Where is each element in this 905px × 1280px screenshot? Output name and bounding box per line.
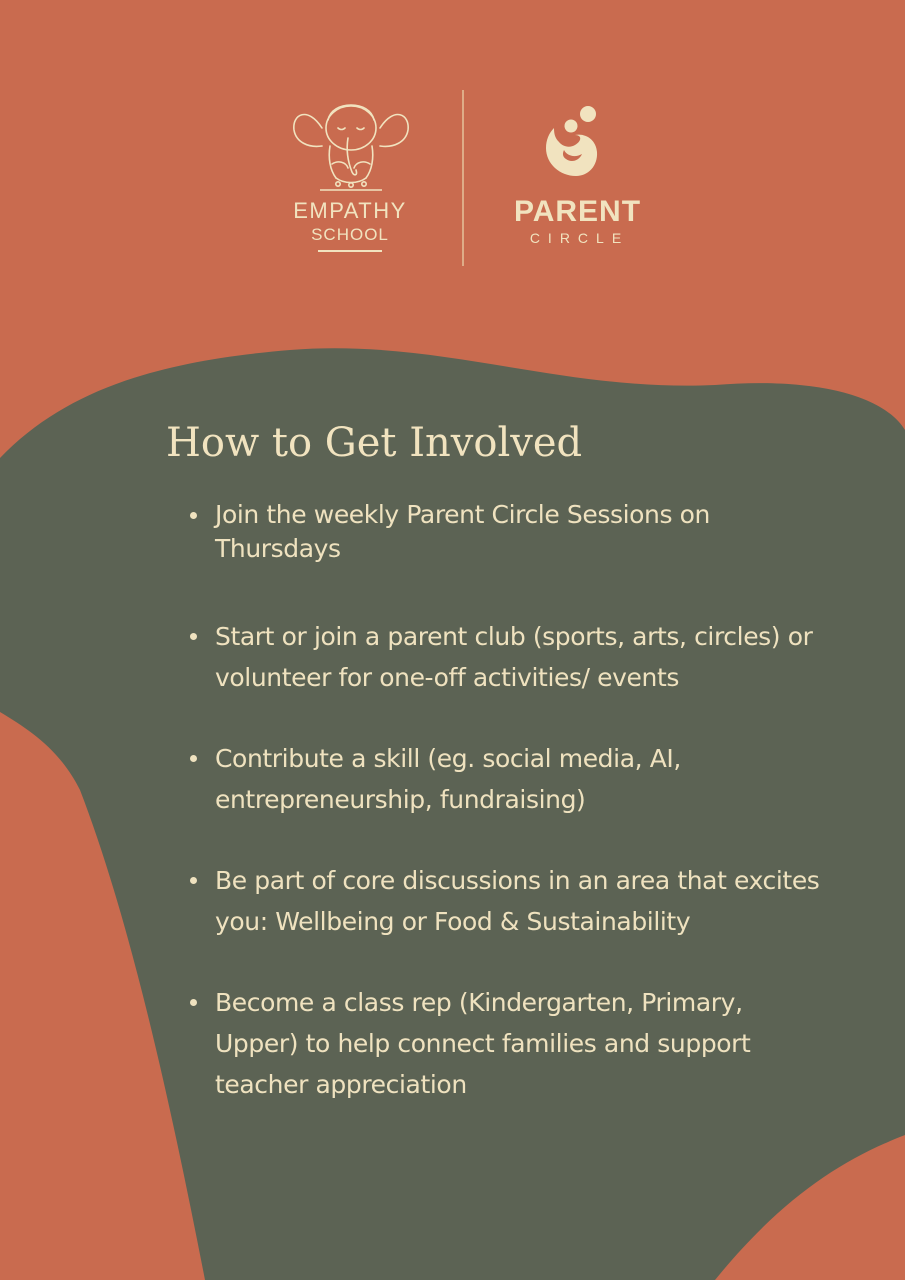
involvement-list [190,498,830,1145]
bullet-dot [190,999,197,1006]
list-item-text: Join the weekly Parent Circle Sessions on Thursdays [215,500,710,563]
list-item [190,738,830,820]
list-item-text: Start or join a parent club (sports, arts, circles) or volunteer for one-off activities/ events [215,622,813,692]
list-item [190,982,830,1105]
bullet-dot [190,633,197,640]
empathy-school-underline [318,250,382,252]
list-item [190,498,830,566]
logo-divider [462,90,464,266]
bullet-dot [190,512,197,519]
list-item-text: Contribute a skill (eg. social media, AI, entrepreneurship, fundraising) [215,744,681,814]
list-item [190,860,830,942]
list-item [190,616,830,698]
elephant-icon [288,100,414,192]
parent-circle-symbol-icon [542,104,612,182]
bullet-dot [190,755,197,762]
list-item-text: Be part of core discussions in an area that excites you: Wellbeing or Food & Sustainability [215,866,820,936]
list-item-text: Become a class rep (Kindergarten, Primary, Upper) to help connect families and support teacher appreciation [215,988,751,1099]
parent-circle-wordmark-line1: PARENT [513,195,642,228]
section-title: How to Get Involved [166,420,583,466]
header-logos [0,0,905,300]
bullet-dot [190,877,197,884]
parent-circle-wordmark-line2: CIRCLE [529,230,630,246]
empathy-school-wordmark-line1: EMPATHY [293,198,407,223]
empathy-school-wordmark-line2: SCHOOL [311,225,389,244]
